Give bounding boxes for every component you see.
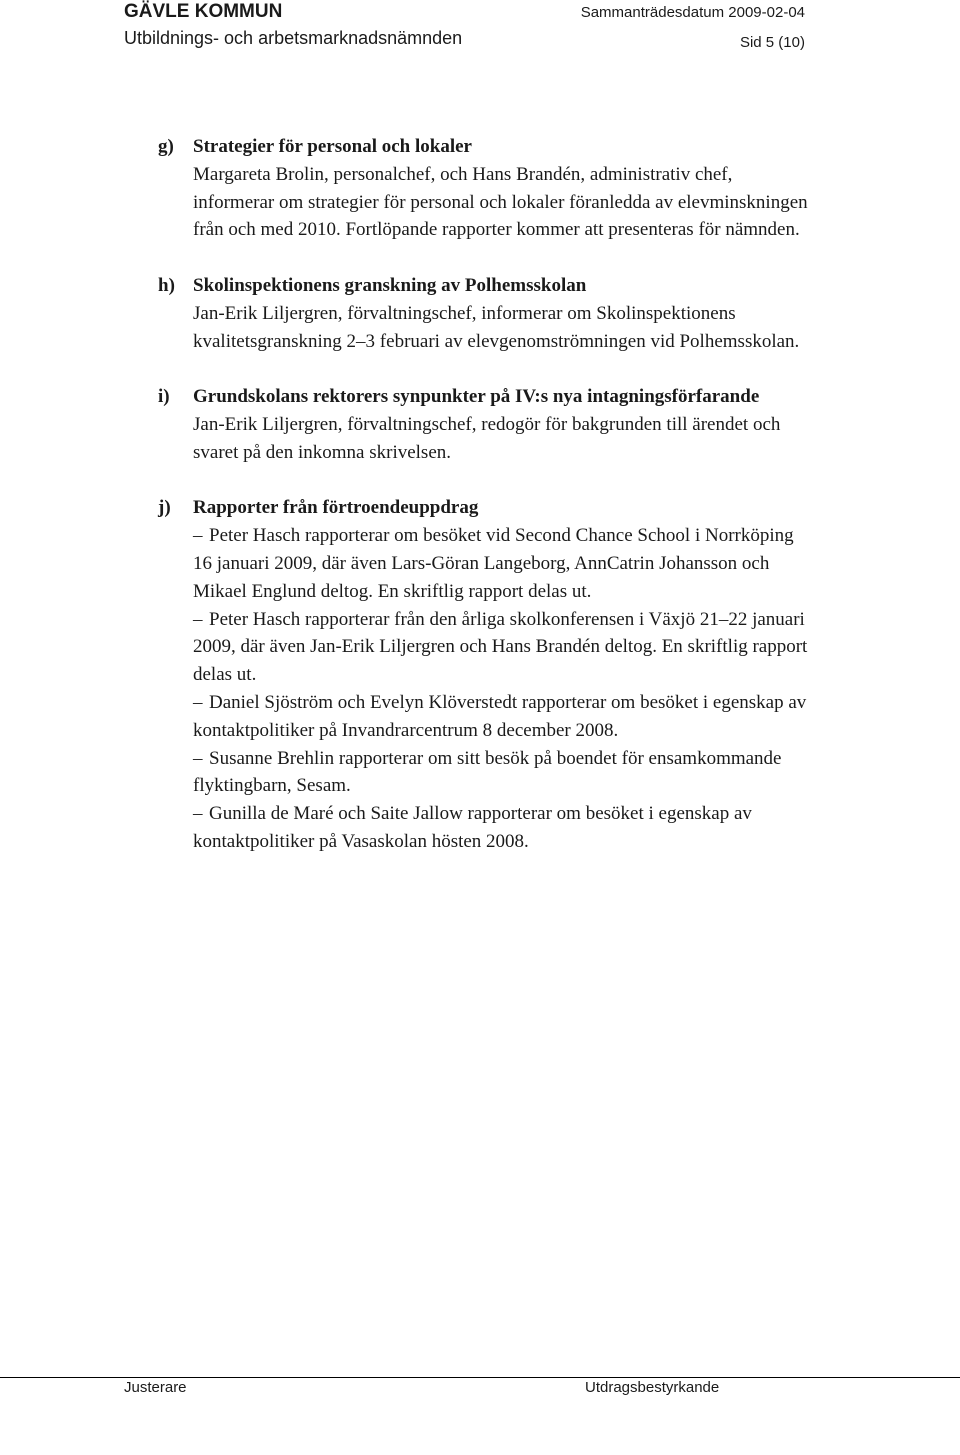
item-title: Strategier för personal och lokaler [193, 136, 472, 157]
item-paragraph: Margareta Brolin, personalchef, och Hans Brandén, administrativ chef, informerar om strategier för personal och lokaler föranledda av elevminskningen från och med 2010. Fortlöpande rapporter kommer att presenteras för nämnden. [193, 163, 808, 241]
agenda-item-j [158, 494, 808, 855]
item-body [193, 383, 808, 466]
footer-justerare-label: Justerare [124, 1379, 187, 1396]
bullet-text: Gunilla de Maré och Saite Jallow rapporterar om besöket i egenskap av kontaktpolitiker på Vasaskolan hösten 2008. [193, 803, 752, 852]
item-body [193, 494, 808, 855]
item-letter: h) [158, 274, 175, 296]
bullet-text: Daniel Sjöström och Evelyn Klöverstedt rapporterar om besöket i egenskap av kontaktpolitiker på Invandrarcentrum 8 december 2008. [193, 691, 807, 741]
item-paragraph: Jan-Erik Liljergren, förvaltningschef, informerar om Skolinspektionens kvalitetsgranskning 2–3 februari av elevgenomströmningen vid Polhemsskolan. [193, 302, 800, 352]
item-paragraph: Jan-Erik Liljergren, förvaltningschef, redogör för bakgrunden till ärendet och svaret på den inkomna skrivelsen. [193, 413, 781, 463]
item-body [193, 272, 808, 355]
item-letter: g) [158, 136, 174, 157]
item-letter: j) [158, 497, 171, 519]
bullet-dash: – [193, 525, 203, 547]
bullet-text: Peter Hasch rapporterar om besöket vid Second Chance School i Norrköping 16 januari 2009, där även Lars-Göran Langeborg, AnnCatrin Johansson och Mikael Englund deltog. En skriftlig rapport delas ut. [193, 525, 794, 602]
page-header [0, 0, 960, 60]
bullet-dash: – [193, 691, 203, 713]
footer-divider [0, 1377, 960, 1378]
item-letter: i) [158, 386, 170, 408]
board-name: Utbildnings- och arbetsmarknadsnämnden [124, 28, 463, 48]
report-bullet [193, 606, 808, 689]
footer-utdragsbestyrkande-label: Utdragsbestyrkande [585, 1379, 720, 1396]
organization-name: GÄVLE KOMMUN [124, 1, 283, 22]
report-bullet [193, 689, 808, 745]
bullet-dash: – [193, 747, 203, 769]
report-bullet [193, 800, 808, 856]
agenda-content [158, 133, 808, 884]
item-body [193, 133, 808, 244]
bullet-text: Peter Hasch rapporterar från den årliga skolkonferensen i Växjö 21–22 januari 2009, där även Jan-Erik Liljergren och Hans Brandén deltog. En skriftlig rapport delas ut. [193, 608, 808, 686]
item-title: Skolinspektionens granskning av Polhemsskolan [193, 274, 587, 296]
agenda-item-i [158, 383, 808, 466]
item-title: Rapporter från förtroendeuppdrag [193, 497, 479, 519]
agenda-item-g [158, 133, 808, 244]
meeting-date: Sammanträdesdatum 2009-02-04 [580, 4, 805, 21]
page-number: Sid 5 (10) [739, 34, 805, 51]
report-bullet [193, 745, 808, 801]
item-title: Grundskolans rektorers synpunkter på IV:s nya intagningsförfarande [193, 386, 760, 408]
report-bullet [193, 522, 808, 605]
bullet-dash: – [193, 803, 203, 825]
bullet-text: Susanne Brehlin rapporterar om sitt besök på boendet för ensamkommande flyktingbarn, Sesam. [193, 747, 782, 797]
bullet-dash: – [193, 608, 203, 630]
agenda-item-h [158, 272, 808, 355]
